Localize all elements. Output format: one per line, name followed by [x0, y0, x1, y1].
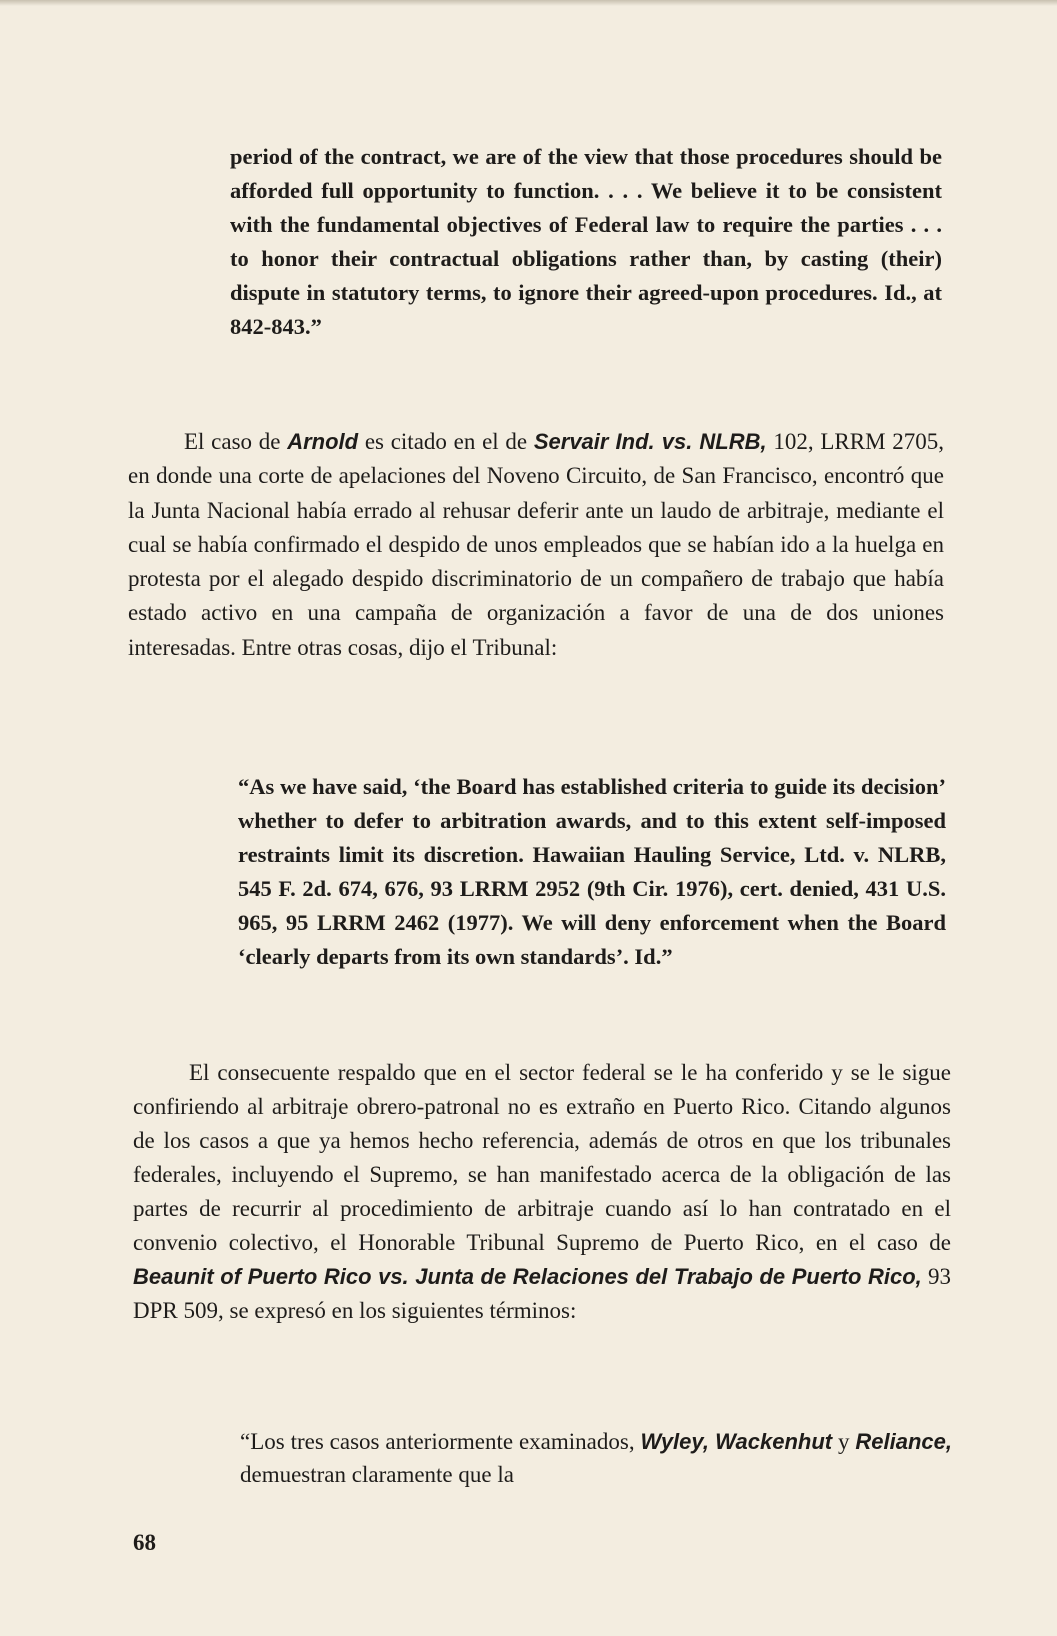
quote-block-contract-procedures: [230, 140, 942, 344]
page-edge-shadow: [0, 0, 1057, 6]
quote-block-2-text: “As we have said, ‘the Board has established criteria to guide its decision’ whether to defer to arbitration awards, and to this extent self-imposed restraints limit its discretion. Hawaiian Hauling Service, Ltd. v. NLRB, 545 F. 2d. 674, 676, 93 LRRM 2952 (9th Cir. 1976), cert. denied, 431 U.S. 965, 95 LRRM 2462 (1977). We will deny enforcement when the Board ‘clearly departs from its own standards’. Id.”: [238, 774, 946, 969]
case-name-wyley-wackenhut: Wyley, Wackenhut: [640, 1429, 833, 1454]
quote-block-tres-casos: [240, 1425, 952, 1491]
quote-block-1-text: period of the contract, we are of the view that those procedures should be afforded full opportunity to function. . . . We believe it to be consistent with the fundamental objectives of Federal law to require the parties . . . to honor their contractual obligations rather than, by casting (their) dispute in statutory terms, to ignore their agreed-upon procedures. Id., at 842-843.”: [230, 144, 942, 339]
quote-block-3-text-2: y: [832, 1429, 856, 1454]
paragraph-2-text-1: El consecuente respaldo que en el sector federal se le ha conferido y se le sigue confiriendo al arbitraje obrero-patronal no es extraño en Puerto Rico. Citando algunos de los casos a que ya hemos hecho referencia, además de otros en que los tribunales federales, incluyendo el Supremo, se han manifestado acerca de la obligación de las partes de recurrir al procedimiento de arbitraje cuando así lo han contratado en el convenio colectivo, el Honorable Tribunal Supremo de Puerto Rico, en el caso de: [133, 1060, 951, 1255]
page-number: 68: [133, 1530, 156, 1555]
paragraph-arnold-servair: [128, 425, 944, 665]
paragraph-1-text-1: El caso de: [184, 429, 288, 454]
quote-block-3-text-3: demuestran claramente que la: [240, 1462, 514, 1487]
paragraph-2-text-2: 93 DPR 509, se expresó en los siguientes términos:: [133, 1264, 951, 1323]
case-name-reliance: Reliance,: [855, 1429, 953, 1454]
case-name-servair: Servair Ind. vs. NLRB,: [533, 429, 767, 454]
paragraph-1-text-2: es citado en el de: [358, 429, 534, 454]
case-name-beaunit: Beaunit of Puerto Rico vs. Junta de Relaciones del Trabajo de Puerto Rico,: [133, 1264, 922, 1289]
quote-block-board-criteria: [238, 770, 946, 974]
paragraph-puerto-rico-arbitration: [133, 1056, 951, 1328]
quote-block-3-text-1: “Los tres casos anteriormente examinados,: [240, 1429, 641, 1454]
paragraph-1-text-3: 102, LRRM 2705, en donde una corte de apelaciones del Noveno Circuito, de San Francisco, encontró que la Junta Nacional había errado al rehusar deferir ante un laudo de arbitraje, mediante el cual se había confirmado el despido de unos empleados que se habían ido a la huelga en protesta por el alegado despido discriminatorio de un compañero de trabajo que había estado activo en una campaña de organización a favor de una de dos uniones interesadas. Entre otras cosas, dijo el Tribunal:: [128, 429, 945, 660]
case-name-arnold: Arnold: [287, 429, 359, 454]
